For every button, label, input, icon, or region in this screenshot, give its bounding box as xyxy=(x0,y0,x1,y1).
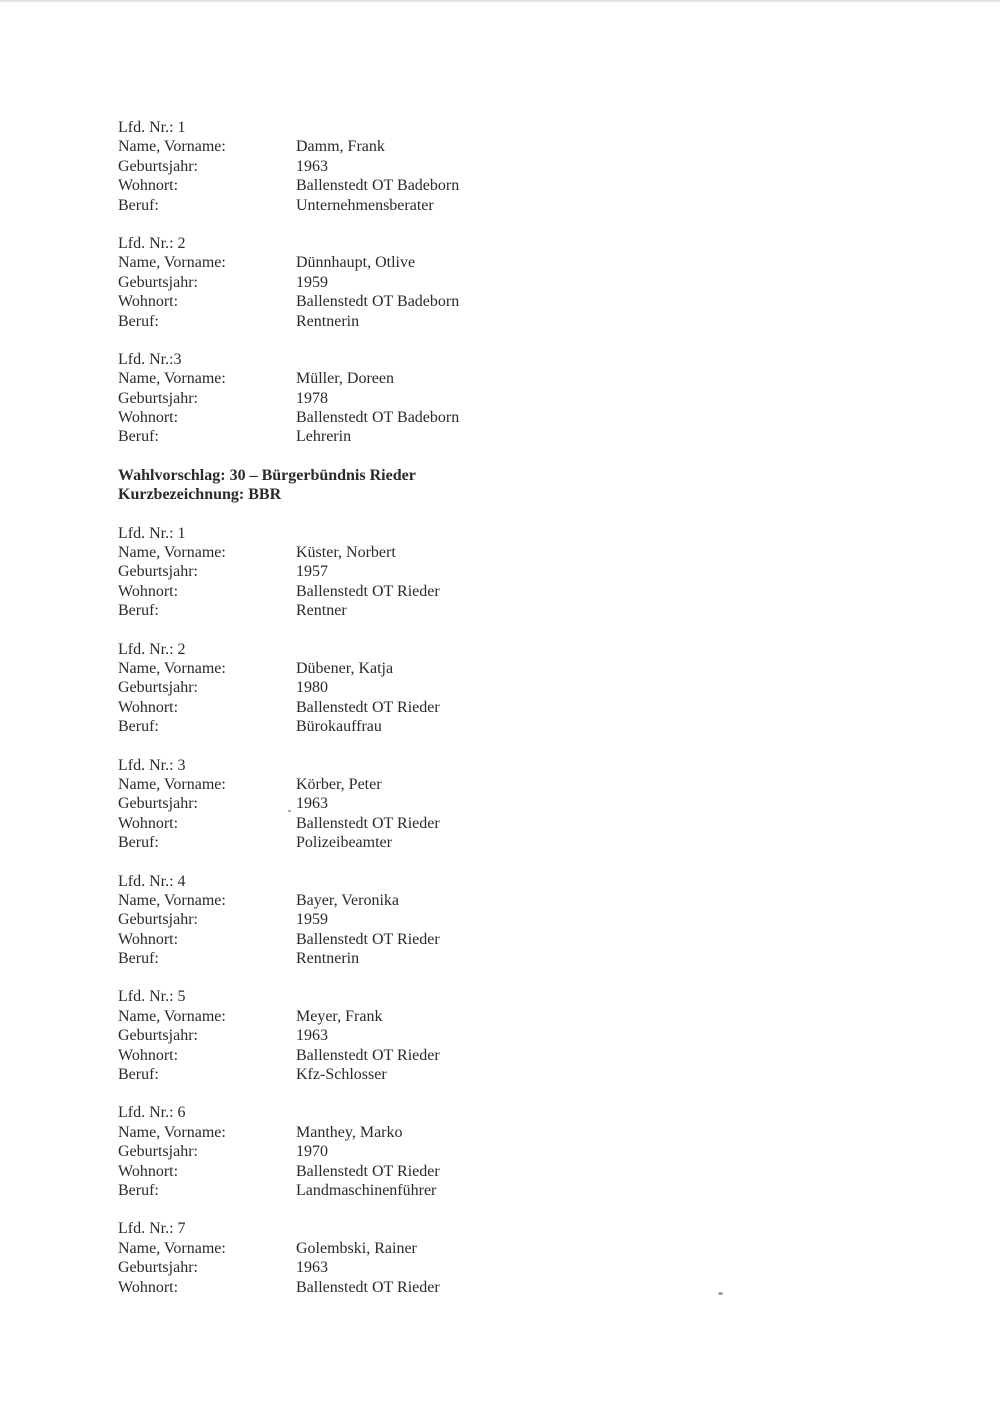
name-value: Bayer, Veronika xyxy=(296,891,400,909)
lfd-nr: Lfd. Nr.: 5 xyxy=(118,988,186,1006)
name-value: Körber, Peter xyxy=(296,775,382,793)
geburtsjahr-value: 1963 xyxy=(296,157,328,175)
name-value: Küster, Norbert xyxy=(296,544,396,562)
geburtsjahr-value: 1963 xyxy=(296,795,328,813)
geburtsjahr-label: Geburtsjahr: xyxy=(118,1027,198,1045)
name-value: Dünnhaupt, Otlive xyxy=(296,254,416,272)
candidate-entry xyxy=(118,234,818,331)
wohnort-label: Wohnort: xyxy=(118,814,179,832)
name-label: Name, Vorname: xyxy=(118,254,226,272)
wohnort-label: Wohnort: xyxy=(118,293,179,311)
name-value: Müller, Doreen xyxy=(296,370,394,388)
geburtsjahr-value: 1978 xyxy=(296,389,328,407)
lfd-nr: Lfd. Nr.: 2 xyxy=(118,234,186,252)
wohnort-value: Ballenstedt OT Rieder xyxy=(296,814,440,832)
name-label: Name, Vorname: xyxy=(118,660,226,678)
geburtsjahr-label: Geburtsjahr: xyxy=(118,679,198,697)
lfd-nr: Lfd. Nr.: 2 xyxy=(118,640,186,658)
name-value: Meyer, Frank xyxy=(296,1007,383,1025)
name-label: Name, Vorname: xyxy=(118,1007,226,1025)
wahlvorschlag-heading xyxy=(118,466,818,505)
wohnort-value: Ballenstedt OT Rieder xyxy=(296,582,440,600)
name-label: Name, Vorname: xyxy=(118,1123,226,1141)
name-label: Name, Vorname: xyxy=(118,1239,226,1257)
candidate-entry xyxy=(118,1103,818,1200)
beruf-label: Beruf: xyxy=(118,834,159,852)
geburtsjahr-value: 1963 xyxy=(296,1027,328,1045)
wohnort-label: Wohnort: xyxy=(118,409,179,427)
beruf-value: Landmaschinenführer xyxy=(296,1182,437,1199)
beruf-value: Rentnerin xyxy=(296,950,360,968)
beruf-value: Unternehmensberater xyxy=(296,196,434,214)
wohnort-value: Ballenstedt OT Rieder xyxy=(296,1162,440,1180)
name-value: Damm, Frank xyxy=(296,138,385,156)
geburtsjahr-label: Geburtsjahr: xyxy=(118,1143,198,1161)
scan-speck xyxy=(718,1292,723,1295)
geburtsjahr-value: 1959 xyxy=(296,273,328,291)
candidate-entry xyxy=(118,118,818,215)
lfd-nr: Lfd. Nr.: 7 xyxy=(118,1220,186,1238)
beruf-value: Rentner xyxy=(296,602,347,620)
geburtsjahr-label: Geburtsjahr: xyxy=(118,911,198,929)
name-value: Manthey, Marko xyxy=(296,1123,403,1141)
wohnort-value: Ballenstedt OT Rieder xyxy=(296,698,440,716)
wohnort-label: Wohnort: xyxy=(118,930,179,948)
beruf-label: Beruf: xyxy=(118,1182,159,1199)
beruf-value: Bürokauffrau xyxy=(296,718,382,736)
wohnort-label: Wohnort: xyxy=(118,582,179,600)
scan-edge xyxy=(0,0,1000,3)
lfd-nr: Lfd. Nr.: 4 xyxy=(118,872,186,890)
name-value: Dübener, Katja xyxy=(296,660,394,678)
kurzbezeichnung-value: : BBR xyxy=(238,486,282,504)
geburtsjahr-label: Geburtsjahr: xyxy=(118,157,198,175)
name-label: Name, Vorname: xyxy=(118,891,226,909)
geburtsjahr-value: 1957 xyxy=(296,563,328,581)
lfd-nr: Lfd. Nr.: 1 xyxy=(118,119,186,136)
wohnort-value: Ballenstedt OT Rieder xyxy=(296,1278,440,1296)
wohnort-label: Wohnort: xyxy=(118,1046,179,1064)
name-label: Name, Vorname: xyxy=(118,544,226,562)
candidate-entry xyxy=(118,756,818,853)
wohnort-value: Ballenstedt OT Badeborn xyxy=(296,293,460,311)
beruf-label: Beruf: xyxy=(118,428,159,446)
candidate-entry xyxy=(118,987,818,1084)
candidate-entry xyxy=(118,1219,818,1297)
geburtsjahr-value: 1980 xyxy=(296,679,328,697)
wohnort-value: Ballenstedt OT Badeborn xyxy=(296,177,460,195)
beruf-label: Beruf: xyxy=(118,196,159,214)
wohnort-label: Wohnort: xyxy=(118,1162,179,1180)
name-value: Golembski, Rainer xyxy=(296,1239,417,1257)
kurzbezeichnung-line xyxy=(118,485,818,504)
candidate-entry xyxy=(118,524,818,621)
beruf-value: Lehrerin xyxy=(296,428,352,446)
document-page xyxy=(118,118,818,1316)
wohnort-value: Ballenstedt OT Rieder xyxy=(296,930,440,948)
name-label: Name, Vorname: xyxy=(118,370,226,388)
geburtsjahr-value: 1963 xyxy=(296,1259,328,1277)
geburtsjahr-value: 1959 xyxy=(296,911,328,929)
previous-list xyxy=(118,118,818,447)
geburtsjahr-label: Geburtsjahr: xyxy=(118,795,198,813)
wohnort-label: Wohnort: xyxy=(118,177,179,195)
geburtsjahr-label: Geburtsjahr: xyxy=(118,273,198,291)
wahlvorschlag-title: Wahlvorschlag: 30 – Bürgerbündnis Rieder xyxy=(118,466,416,484)
lfd-nr: Lfd. Nr.: 1 xyxy=(118,524,186,542)
geburtsjahr-label: Geburtsjahr: xyxy=(118,563,198,581)
wohnort-value: Ballenstedt OT Badeborn xyxy=(296,409,460,427)
geburtsjahr-label: Geburtsjahr: xyxy=(118,389,198,407)
geburtsjahr-value: 1970 xyxy=(296,1143,328,1161)
lfd-nr: Lfd. Nr.: 6 xyxy=(118,1104,186,1122)
geburtsjahr-label: Geburtsjahr: xyxy=(118,1259,198,1277)
wohnort-label: Wohnort: xyxy=(118,698,179,716)
beruf-label: Beruf: xyxy=(118,602,159,620)
name-label: Name, Vorname: xyxy=(118,138,226,156)
name-label: Name, Vorname: xyxy=(118,775,226,793)
beruf-value: Polizeibeamter xyxy=(296,834,392,852)
lfd-nr: Lfd. Nr.:3 xyxy=(118,350,182,368)
candidate-entry xyxy=(118,640,818,737)
kurzbezeichnung-label: Kurzbezeichnung xyxy=(118,486,239,504)
wohnort-value: Ballenstedt OT Rieder xyxy=(296,1046,440,1064)
scan-speck xyxy=(288,810,291,812)
beruf-value: Kfz-Schlosser xyxy=(296,1066,387,1084)
beruf-label: Beruf: xyxy=(118,950,159,968)
beruf-value: Rentnerin xyxy=(296,312,360,330)
lfd-nr: Lfd. Nr.: 3 xyxy=(118,756,186,774)
beruf-label: Beruf: xyxy=(118,312,159,330)
beruf-label: Beruf: xyxy=(118,1066,159,1084)
beruf-label: Beruf: xyxy=(118,718,159,736)
bbr-list xyxy=(118,524,818,1297)
wohnort-label: Wohnort: xyxy=(118,1278,179,1296)
candidate-entry xyxy=(118,872,818,969)
candidate-entry xyxy=(118,350,818,447)
